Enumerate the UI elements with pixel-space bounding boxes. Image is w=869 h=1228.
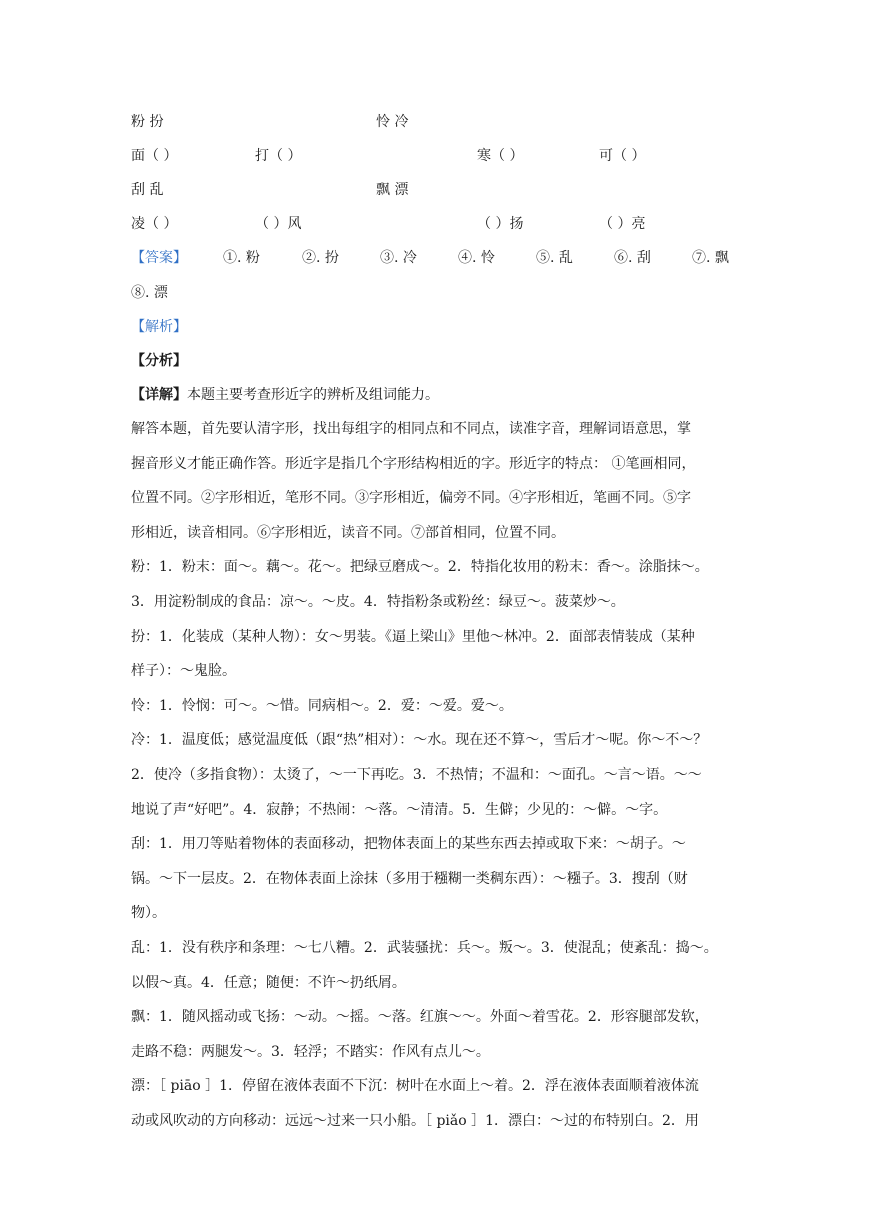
body-line: 以假～真。4．任意；随便：不许～扔纸屑。 — [131, 974, 406, 991]
body-line: 粉：1．粉末：面～。藕～。花～。把绿豆磨成～。2．特指化妆用的粉末：香～。涂脂抹～。 — [131, 559, 709, 576]
body-line: 乱：1．没有秩序和条理：～七八糟。2．武装骚扰：兵～。叛～。3．使混乱；使紊乱：捣～。 — [131, 939, 718, 956]
body-line: 位置不同。②字形相近，笔形不同。③字形相近，偏旁不同。④字形相近，笔画不同。⑤字 — [131, 490, 691, 507]
body-line: 怜：1．怜悯：可～。～惜。同病相～。2．爱：～爱。爱～。 — [131, 697, 513, 714]
body-line: 飘：1．随风摇动或飞扬：～动。～摇。～落。红旗～～。外面～着雪花。2．形容腿部发软， — [131, 1009, 709, 1026]
body-line: 冷：1．温度低；感觉温度低（跟“热”相对）：～水。现在还不算～，雪后才～呢。你～不～？ — [131, 732, 708, 749]
blank-han: 寒（ ） — [477, 148, 524, 164]
body-line: 解答本题，首先要认清字形，找出每组字的相同点和不同点，读准字音，理解词语意思，掌 — [131, 421, 691, 437]
blank-yang: （ ）扬 — [477, 216, 524, 232]
answer-tag: 【答案】 — [131, 250, 187, 266]
analysis-tag: 【解析】 — [131, 319, 187, 335]
answer-item: ⑥. 刮 — [614, 250, 651, 266]
blank-da: 打（ ） — [255, 148, 302, 164]
body-line: 形相近，读音相同。⑥字形相近，读音不同。⑦部首相同，位置不同。 — [131, 524, 565, 541]
explanation-body — [131, 412, 739, 1138]
body-line: 地说了声“好吧”。4．寂静；不热闹：～落。～清清。5．生僻；少见的：～僻。～字。 — [131, 801, 668, 818]
blank-mian: 面（ ） — [131, 148, 178, 164]
char-group-piao: 飘 漂 — [376, 182, 409, 198]
char-group-fen-ban: 粉 扮 — [131, 114, 164, 130]
body-line: 2．使冷（多指食物）：太烫了，～一下再吃。3．不热情；不温和：～面孔。～言～语。～～ — [131, 766, 702, 783]
answer-item: ③. 冷 — [380, 250, 417, 266]
detail-line — [131, 385, 439, 405]
answer-item: ①. 粉 — [223, 250, 260, 266]
fenxi-tag: 【分析】 — [131, 353, 187, 369]
answer-item: ④. 怜 — [458, 250, 495, 266]
blank-liang: （ ）亮 — [599, 216, 646, 232]
body-line: 刮：1．用刀等贴着物体的表面移动，把物体表面上的某些东西去掉或取下来：～胡子。～ — [131, 836, 686, 853]
blank-ke: 可（ ） — [599, 148, 646, 164]
body-line: 锅。～下一层皮。2．在物体表面上涂抹（多用于糨糊一类稠东西）：～糨子。3．搜刮（财 — [131, 870, 688, 887]
blank-feng: （ ）风 — [255, 216, 302, 232]
body-line: 漂：［ piāo ］1．停留在液体表面不下沉：树叶在水面上～着。2．浮在液体表面顺着液体流 — [131, 1078, 699, 1095]
char-group-lian-leng: 怜 冷 — [376, 114, 409, 130]
body-line: 动或风吹动的方向移动：远远～过来一只小船。［ piǎo ］1．漂白：～过的布特别白。2．用 — [131, 1112, 699, 1129]
answer-item: ⑦. 飘 — [692, 250, 729, 266]
body-line: 物）。 — [131, 905, 166, 922]
detail-tag: 【详解】 — [131, 387, 187, 403]
answer-item: ⑧. 漂 — [131, 285, 168, 301]
answer-item: ②. 扮 — [302, 250, 339, 266]
detail-text: 本题主要考查形近字的辨析及组词能力。 — [187, 387, 439, 403]
body-line: 握音形义才能正确作答。形近字是指几个字形结构相近的字。形近字的特点： ①笔画相同， — [131, 455, 696, 472]
body-line: 走路不稳：两腿发～。3．轻浮；不踏实：作风有点儿～。 — [131, 1043, 490, 1060]
char-group-gua-luan: 刮 乱 — [131, 182, 164, 198]
body-line: 3．用淀粉制成的食品：凉～。～皮。4．特指粉条或粉丝：绿豆～。菠菜炒～。 — [131, 593, 625, 610]
blank-ling: 凌（ ） — [131, 216, 178, 232]
answer-item: ⑤. 乱 — [536, 250, 573, 266]
body-line: 样子）：～鬼脸。 — [131, 663, 236, 680]
body-line: 扮：1．化装成（某种人物）：女～男装。《逼上梁山》里他～林冲。2．面部表情装成（某种 — [131, 628, 695, 645]
